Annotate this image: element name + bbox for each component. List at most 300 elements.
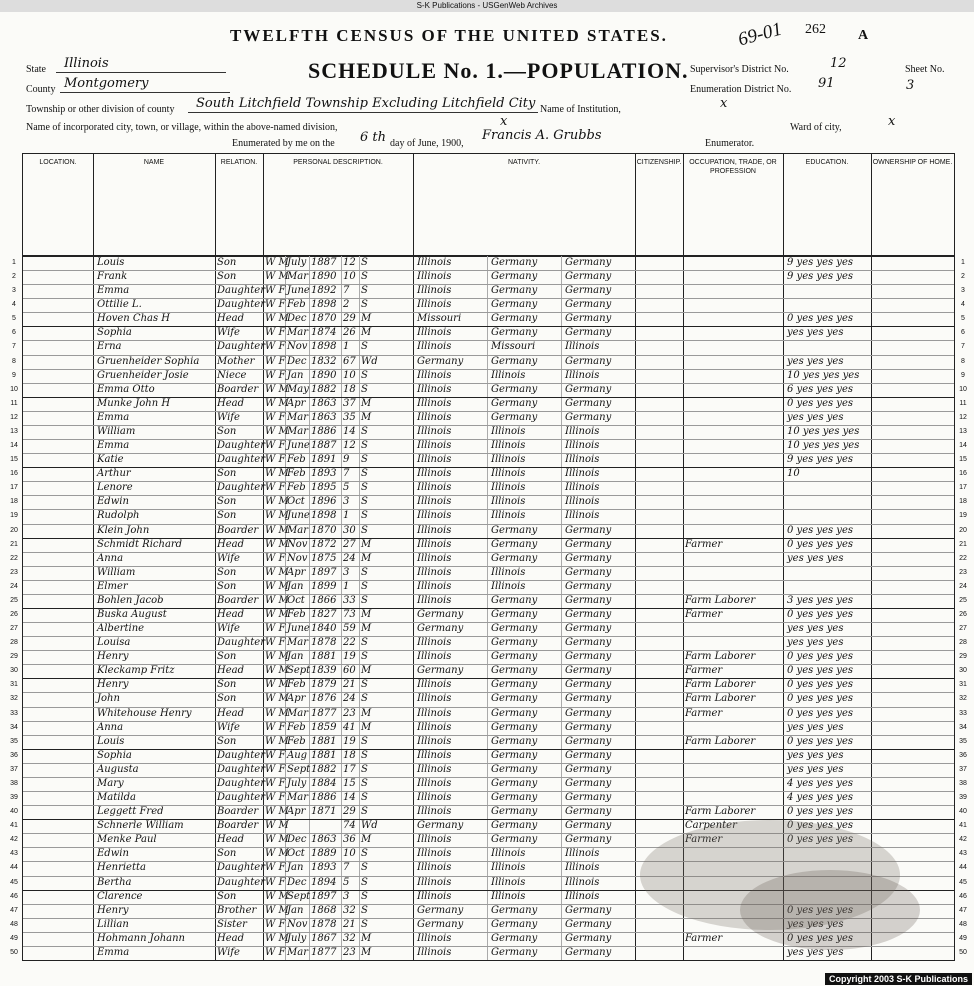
cell-ms: M: [361, 411, 372, 423]
cell-yr: 1890: [311, 369, 337, 381]
cell-mo: Mar: [287, 707, 308, 719]
cell-occ: [685, 524, 783, 538]
cell-rel: Head: [217, 313, 245, 325]
enumeration-label: Enumeration District No.: [690, 84, 792, 95]
cell-mo: Mar: [287, 271, 308, 283]
cell-age: 18: [343, 383, 356, 395]
census-row: [10, 425, 967, 440]
row-number-right: 26: [959, 611, 967, 618]
row-number: 34: [10, 723, 18, 731]
cell-name: Emma: [97, 285, 130, 297]
row-number: 23: [10, 568, 18, 576]
cell-ed: 0 yes yes yes: [787, 806, 853, 818]
cell-mo: Dec: [287, 876, 307, 888]
census-row: [10, 777, 967, 792]
cell-sex: W F: [265, 341, 286, 353]
cell-sex: W M: [265, 580, 289, 592]
cell-rel: Niece: [217, 369, 247, 381]
cell-rel: Wife: [217, 327, 240, 339]
stain: [740, 870, 920, 950]
cell-b2: Germany: [491, 749, 538, 761]
cell-ed: yes yes yes: [787, 411, 844, 423]
cell-sex: W F: [265, 454, 286, 466]
cell-b2: Germany: [491, 707, 538, 719]
cell-name: Kleckamp Fritz: [97, 665, 175, 677]
enumerator-label: Enumerator.: [705, 138, 755, 149]
cell-occ: Farmer: [685, 932, 723, 944]
cell-sex: W F: [265, 946, 286, 958]
sheet-letter: A: [858, 28, 869, 43]
cell-rel: Son: [217, 257, 237, 268]
cell-ms: M: [361, 538, 372, 550]
row-number: 1: [12, 259, 16, 266]
cell-occ: [685, 284, 783, 298]
cell-age: 23: [343, 946, 356, 958]
cell-b1: Illinois: [417, 594, 452, 606]
cell-age: 24: [343, 552, 356, 564]
cell-name: Rudolph: [97, 510, 140, 522]
cell-occ: [685, 326, 783, 340]
cell-ms: S: [361, 594, 368, 606]
cell-b1: Germany: [417, 820, 464, 832]
cell-mo: Nov: [287, 918, 308, 930]
census-row: [10, 763, 967, 778]
cell-rel: Sister: [217, 918, 247, 930]
census-row: [10, 749, 967, 764]
cell-b1: Illinois: [417, 834, 452, 846]
cell-b3: Illinois: [565, 341, 600, 353]
census-row: [10, 707, 967, 722]
cell-yr: 1896: [311, 496, 337, 508]
cell-age: 7: [343, 862, 350, 874]
cell-age: 2: [343, 299, 350, 311]
census-title: TWELFTH CENSUS OF THE UNITED STATES.: [230, 26, 668, 45]
cell-rel: Daughter: [217, 341, 265, 353]
handwritten-page-number: 69-01: [735, 18, 785, 51]
cell-name: Bertha: [97, 876, 132, 888]
cell-occ: [685, 355, 783, 369]
cell-sex: W M: [265, 693, 289, 705]
cell-name: Sophia: [97, 749, 132, 761]
cell-yr: 1881: [311, 749, 337, 761]
cell-sex: W F: [265, 749, 286, 761]
cell-b3: Illinois: [565, 510, 600, 522]
col-education: EDUCATION.: [805, 159, 849, 166]
cell-ms: S: [361, 580, 368, 592]
cell-age: 14: [343, 425, 356, 437]
census-row: [10, 481, 967, 496]
cell-age: 37: [343, 397, 356, 409]
cell-b1: Illinois: [417, 862, 452, 874]
cell-ed: yes yes yes: [787, 749, 844, 761]
cell-occ: [685, 749, 783, 763]
cell-b2: Illinois: [491, 510, 526, 522]
cell-occ: [685, 481, 783, 495]
row-number: 21: [10, 540, 18, 548]
cell-sex: W M: [265, 257, 289, 268]
cell-ed: [787, 495, 871, 509]
cell-yr: 1894: [311, 876, 337, 888]
cell-rel: Daughter: [217, 763, 265, 775]
cell-name: Menke Paul: [97, 834, 157, 846]
cell-mo: Jan: [287, 651, 304, 663]
cell-b2: Illinois: [491, 369, 526, 381]
cell-age: 24: [343, 693, 356, 705]
cell-ed: 10 yes yes yes: [787, 425, 860, 437]
enumerator-name: Francis A. Grubbs: [482, 128, 602, 143]
row-number-right: 20: [959, 526, 967, 534]
row-number-right: 5: [961, 315, 965, 323]
cell-b2: Illinois: [491, 425, 526, 437]
cell-b3: Germany: [565, 820, 612, 832]
census-row: [10, 383, 967, 398]
cell-b3: Illinois: [565, 848, 600, 860]
cell-b3: Germany: [565, 637, 612, 649]
row-number-right: 8: [961, 357, 965, 365]
cell-occ: Farm Laborer: [685, 679, 756, 691]
cell-age: 3: [343, 566, 350, 578]
cell-b3: Germany: [565, 411, 612, 423]
cell-sex: W M: [265, 665, 289, 677]
cell-rel: Son: [217, 496, 237, 508]
cell-ms: M: [361, 946, 372, 958]
cell-ms: S: [361, 918, 368, 930]
row-number: 10: [10, 385, 18, 393]
cell-sex: W F: [265, 482, 286, 494]
cell-rel: Wife: [217, 721, 240, 733]
row-number: 2: [12, 273, 16, 281]
cell-yr: 1898: [311, 341, 337, 353]
cell-sex: W F: [265, 918, 286, 930]
row-number-right: 49: [959, 934, 967, 942]
cell-yr: 1863: [311, 397, 337, 409]
township-label: Township or other division of county: [26, 104, 175, 115]
cell-b1: Illinois: [417, 932, 452, 944]
cell-ms: M: [361, 609, 372, 620]
cell-b3: Germany: [565, 792, 612, 804]
cell-b2: Germany: [491, 806, 538, 818]
census-row: [12, 369, 965, 384]
row-number-right: 42: [959, 836, 967, 844]
cell-rel: Daughter: [217, 637, 265, 649]
cell-b2: Germany: [491, 946, 538, 958]
cell-ms: S: [361, 862, 368, 874]
cell-occ: [685, 383, 783, 397]
row-number: 17: [10, 484, 18, 492]
cell-name: Augusta: [97, 763, 139, 775]
cell-occ: Farm Laborer: [685, 651, 756, 663]
cell-yr: 1878: [311, 637, 337, 649]
cell-yr: 1897: [311, 566, 337, 578]
cell-ms: S: [361, 749, 368, 761]
row-number-right: 6: [961, 329, 965, 337]
cell-sex: W M: [265, 425, 289, 437]
cell-b1: Illinois: [417, 482, 452, 494]
cell-yr: 1867: [311, 932, 337, 944]
row-number-right: 4: [961, 301, 965, 309]
cell-b2: Germany: [491, 552, 538, 564]
cell-yr: 1859: [311, 721, 337, 733]
census-row: [10, 580, 967, 595]
cell-occ: Farmer: [685, 665, 723, 677]
census-row: [12, 326, 965, 341]
cell-age: 29: [343, 313, 356, 325]
cell-b1: Germany: [417, 665, 464, 677]
cell-b3: Germany: [565, 397, 612, 409]
cell-mo: Feb: [287, 679, 306, 691]
day-of-label: day of June, 1900,: [390, 138, 464, 149]
township-value: South Litchfield Township Excluding Litchfield City: [196, 96, 536, 111]
cell-mo: Dec: [287, 313, 307, 325]
cell-b3: Germany: [565, 609, 612, 620]
row-number-right: 43: [959, 850, 967, 858]
cell-yr: 1874: [311, 327, 337, 339]
cell-b2: Germany: [491, 524, 538, 536]
cell-ms: S: [361, 257, 368, 268]
cell-yr: [311, 819, 341, 833]
row-number-right: 28: [959, 639, 967, 647]
cell-age: 3: [343, 496, 350, 508]
cell-b3: Germany: [565, 932, 612, 944]
cell-b3: Germany: [565, 580, 612, 592]
cell-mo: June: [287, 510, 310, 522]
cell-ed: 10 yes yes yes: [787, 440, 860, 452]
cell-b2: Germany: [491, 637, 538, 649]
cell-b2: Germany: [491, 271, 538, 283]
cell-b3: Illinois: [565, 482, 600, 494]
cell-ed: 0 yes yes yes: [787, 820, 853, 832]
cell-ms: S: [361, 693, 368, 705]
row-number: 30: [10, 667, 18, 675]
cell-ms: S: [361, 637, 368, 649]
cell-b2: Germany: [491, 918, 538, 930]
cell-yr: 1877: [311, 946, 337, 958]
col-citizenship: CITIZENSHIP.: [636, 159, 682, 166]
cell-name: Louis: [97, 257, 125, 268]
census-row: [10, 439, 967, 454]
cell-ms: M: [361, 932, 372, 944]
cell-yr: 1895: [311, 482, 337, 494]
cell-b3: Germany: [565, 665, 612, 677]
row-number-right: 16: [959, 470, 967, 478]
cell-b3: Germany: [565, 918, 612, 930]
cell-yr: 1870: [311, 524, 337, 536]
cell-occ: [685, 270, 783, 284]
cell-mo: Sept: [287, 665, 311, 677]
cell-age: 29: [343, 806, 356, 818]
cell-rel: Daughter: [217, 876, 265, 888]
cell-ms: M: [361, 665, 372, 677]
cell-b1: Illinois: [417, 425, 452, 437]
cell-occ: [685, 509, 783, 523]
cell-b3: Illinois: [565, 454, 600, 466]
cell-b2: Germany: [491, 383, 538, 395]
cell-age: 1: [343, 580, 350, 592]
census-row: [10, 664, 967, 679]
cell-occ: Farmer: [685, 538, 723, 550]
cell-b1: Illinois: [417, 271, 452, 283]
cell-occ: [685, 763, 783, 777]
col-nativity: NATIVITY.: [507, 159, 541, 166]
cell-b1: Germany: [417, 355, 464, 367]
cell-name: Gruenheider Josie: [97, 369, 189, 381]
cell-b1: Germany: [417, 918, 464, 930]
cell-b2: Illinois: [491, 440, 526, 452]
supervisor-value: 12: [830, 56, 847, 71]
row-number: 12: [10, 413, 18, 421]
county-label: County: [26, 84, 56, 95]
cell-mo: May: [287, 383, 309, 395]
cell-age: 5: [343, 482, 350, 494]
cell-name: Matilda: [97, 792, 136, 804]
cell-ms: S: [361, 285, 368, 297]
cell-b1: Illinois: [417, 327, 452, 339]
row-number-right: 30: [959, 667, 967, 675]
cell-mo: Mar: [287, 637, 308, 649]
cell-age: 41: [343, 721, 356, 733]
cell-mo: Sept: [287, 890, 311, 902]
cell-rel: Head: [217, 609, 245, 620]
cell-yr: 1881: [311, 651, 337, 663]
cell-rel: Wife: [217, 552, 240, 564]
institution-value: x: [720, 96, 728, 111]
cell-occ: [685, 369, 783, 383]
cell-occ: [685, 397, 783, 411]
supervisor-label: Supervisor's District No.: [690, 64, 789, 75]
cell-rel: Daughter: [217, 440, 265, 452]
cell-rel: Son: [217, 468, 237, 480]
cell-b1: Illinois: [417, 637, 452, 649]
row-number-right: 32: [959, 695, 967, 703]
cell-age: 5: [343, 876, 350, 888]
cell-yr: 1876: [311, 693, 337, 705]
state-value: Illinois: [64, 56, 109, 71]
cell-name: Klein John: [97, 524, 150, 536]
copyright-footer: Copyright 2003 S-K Publications: [825, 973, 972, 985]
cell-yr: 1872: [311, 538, 337, 550]
cell-yr: 1827: [311, 609, 337, 620]
row-number: 9: [12, 371, 16, 379]
census-row: [10, 411, 967, 426]
cell-occ: [685, 467, 783, 481]
cell-b2: Germany: [491, 932, 538, 944]
enumerated-day: 6 th: [360, 130, 386, 145]
cell-occ: [685, 636, 783, 650]
cell-b2: Illinois: [491, 580, 526, 592]
cell-sex: W M: [265, 609, 289, 620]
cell-occ: [685, 453, 783, 467]
census-row: [12, 298, 965, 313]
cell-age: 59: [343, 623, 356, 635]
cell-name: Hohmann Johann: [97, 932, 185, 944]
census-row: [10, 721, 967, 736]
cell-ms: S: [361, 369, 368, 381]
census-row: [10, 467, 967, 482]
cell-mo: Mar: [287, 411, 308, 423]
cell-b1: Illinois: [417, 440, 452, 452]
cell-ed: [787, 580, 871, 594]
cell-ed: 9 yes yes yes: [787, 271, 853, 283]
row-number: 25: [10, 596, 18, 604]
cell-age: 10: [343, 369, 356, 381]
cell-b2: Germany: [491, 327, 538, 339]
cell-ed: 9 yes yes yes: [787, 454, 853, 466]
incorporated-value: x: [500, 114, 508, 129]
cell-age: 7: [343, 468, 350, 480]
cell-sex: W M: [265, 496, 289, 508]
row-number: 35: [10, 737, 18, 745]
cell-sex: W M: [265, 397, 289, 409]
row-number: 48: [10, 920, 18, 928]
census-row: [10, 453, 967, 468]
cell-age: 21: [343, 918, 356, 930]
cell-b2: Illinois: [491, 876, 526, 888]
cell-b3: Germany: [565, 651, 612, 663]
cell-occ: [685, 425, 783, 439]
census-row: [10, 608, 967, 623]
cell-mo: Oct: [287, 594, 305, 606]
census-row: [10, 397, 967, 412]
row-number-right: 15: [959, 456, 967, 464]
cell-occ: [685, 777, 783, 791]
row-number-right: 44: [959, 864, 967, 872]
cell-age: 19: [343, 735, 356, 747]
cell-rel: Boarder: [217, 383, 259, 395]
cell-mo: Nov: [287, 341, 308, 353]
row-number-right: 45: [959, 878, 967, 886]
row-number: 41: [10, 822, 18, 830]
cell-rel: Wife: [217, 946, 240, 958]
cell-mo: Apr: [287, 693, 306, 705]
row-number: 24: [10, 582, 18, 590]
cell-sex: W F: [265, 862, 286, 874]
row-number-right: 41: [959, 822, 967, 830]
row-number: 3: [12, 287, 16, 295]
col-relation: RELATION.: [220, 159, 258, 166]
cell-sex: W M: [265, 538, 289, 550]
cell-occ: [685, 439, 783, 453]
cell-mo: Nov: [287, 552, 308, 564]
cell-ms: M: [361, 397, 372, 409]
cell-b3: Germany: [565, 946, 612, 958]
cell-rel: Son: [217, 890, 237, 902]
cell-b2: Germany: [491, 820, 538, 832]
cell-b1: Illinois: [417, 890, 452, 902]
cell-rel: Brother: [217, 904, 257, 916]
cell-b1: Germany: [417, 609, 464, 620]
cell-sex: W F: [265, 411, 286, 423]
cell-mo: Apr: [287, 806, 306, 818]
cell-rel: Head: [217, 834, 245, 846]
cell-b1: Illinois: [417, 749, 452, 761]
cell-rel: Head: [217, 665, 245, 677]
cell-ms: M: [361, 623, 372, 635]
cell-mo: [287, 819, 309, 833]
row-number: 39: [10, 794, 18, 802]
row-number-right: 21: [959, 540, 967, 548]
row-number-right: 47: [959, 906, 967, 914]
row-number: 8: [12, 357, 16, 365]
cell-ms: M: [361, 313, 372, 325]
cell-b2: Germany: [491, 735, 538, 747]
cell-name: Gruenheider Sophia: [97, 355, 200, 367]
schedule-title: SCHEDULE No. 1.—POPULATION.: [308, 58, 689, 83]
row-number: 36: [10, 751, 18, 759]
cell-name: Anna: [97, 552, 124, 564]
cell-mo: Jan: [287, 862, 304, 874]
row-number-right: 39: [959, 794, 967, 802]
cell-rel: Daughter: [217, 777, 265, 789]
